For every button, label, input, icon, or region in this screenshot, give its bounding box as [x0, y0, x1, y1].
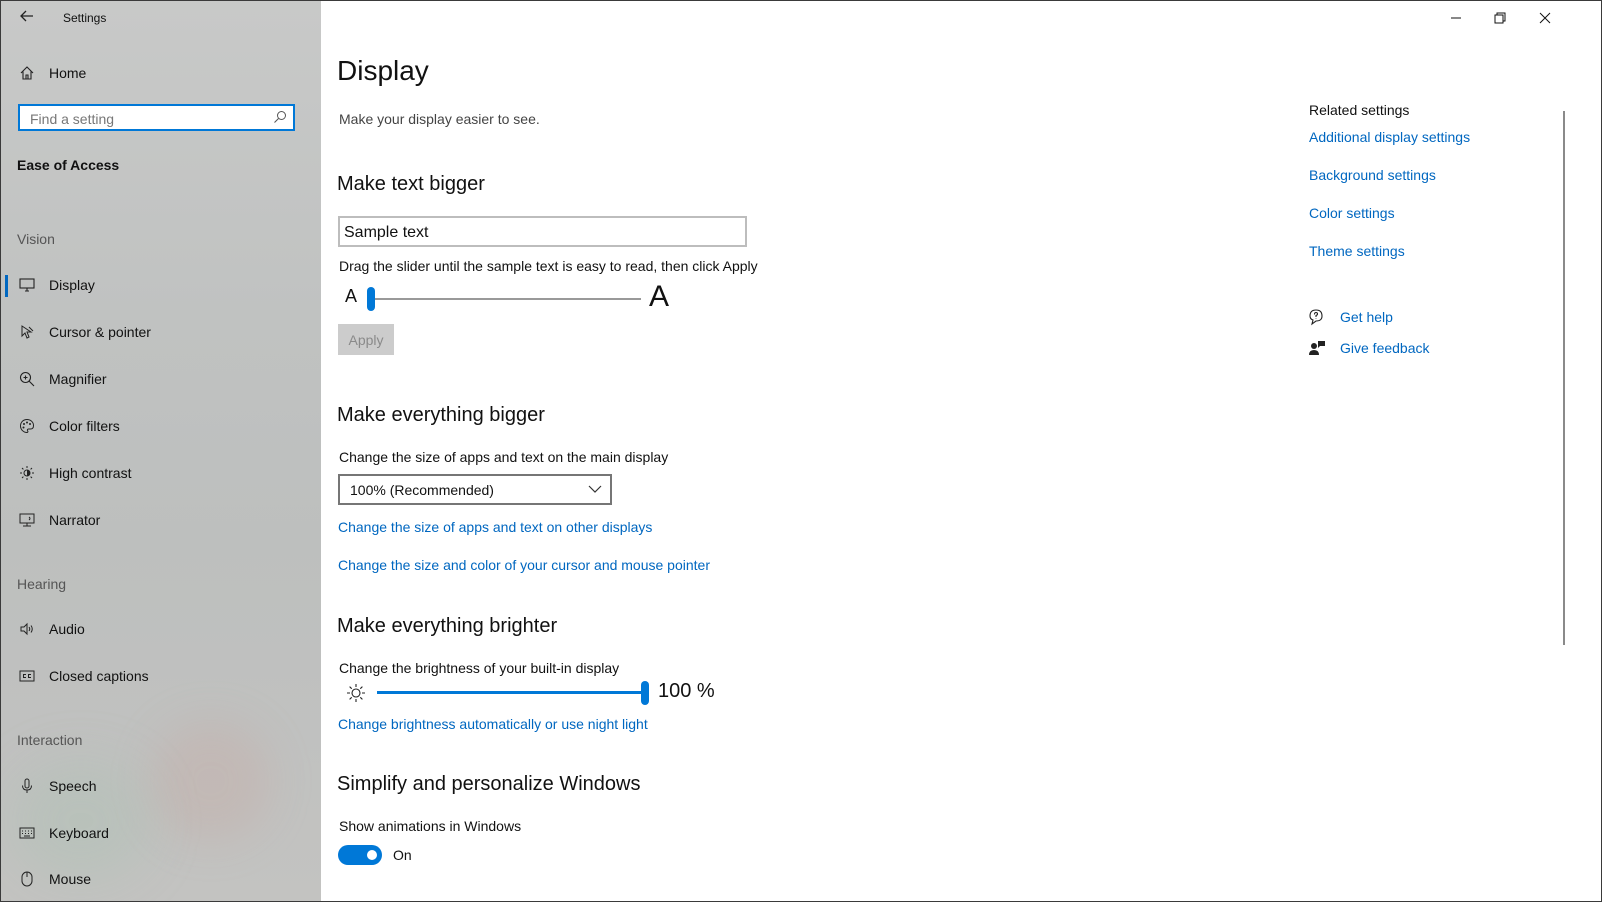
title-bar [1, 1, 321, 35]
color-settings-link[interactable]: Color settings [1309, 205, 1395, 221]
microphone-icon [17, 778, 37, 794]
theme-settings-link[interactable]: Theme settings [1309, 243, 1405, 259]
back-arrow-icon[interactable] [17, 9, 37, 27]
search-input[interactable] [28, 108, 272, 130]
keyboard-icon [17, 827, 37, 839]
get-help-label: Get help [1340, 309, 1393, 325]
sidebar-item-color-filters[interactable] [1, 406, 321, 446]
monitor-icon [17, 278, 37, 292]
scale-dropdown[interactable] [338, 474, 612, 505]
search-icon [273, 110, 287, 124]
page-title: Display [337, 55, 429, 86]
brightness-slider-thumb[interactable] [641, 681, 649, 705]
sidebar-item-label: Keyboard [49, 825, 109, 841]
brightness-sun-icon [345, 682, 367, 709]
home-icon [17, 65, 37, 81]
text-size-slider-thumb[interactable] [367, 287, 375, 311]
give-feedback-link[interactable] [1307, 338, 1430, 358]
text-size-slider-track[interactable] [369, 298, 641, 300]
give-feedback-label: Give feedback [1340, 340, 1430, 356]
sidebar-item-high-contrast[interactable] [1, 453, 321, 493]
chevron-down-icon [588, 482, 602, 496]
other-displays-size-link[interactable]: Change the size of apps and text on other displays [338, 519, 653, 535]
sidebar-item-audio[interactable] [1, 609, 321, 649]
sidebar-item-label: Narrator [49, 512, 101, 528]
sidebar-item-mouse[interactable] [1, 859, 321, 899]
group-label-interaction: Interaction [17, 732, 83, 748]
sidebar-item-keyboard[interactable] [1, 813, 321, 853]
section-heading-simplify: Simplify and personalize Windows [337, 773, 641, 795]
page-subtitle: Make your display easier to see. [339, 111, 540, 127]
mouse-icon [17, 871, 37, 887]
apply-button[interactable]: Apply [338, 324, 394, 355]
sidebar-item-cursor-pointer[interactable] [1, 312, 321, 352]
scale-description: Change the size of apps and text on the main display [339, 449, 669, 465]
brightness-description: Change the brightness of your built-in display [339, 660, 620, 676]
sidebar-item-label: High contrast [49, 465, 132, 481]
group-label-hearing: Hearing [17, 576, 67, 592]
restore-icon [1494, 12, 1506, 24]
sidebar-item-display[interactable] [1, 265, 321, 305]
small-a-label: A [345, 286, 358, 306]
brightness-value: 100 % [658, 680, 715, 702]
speaker-icon [17, 621, 37, 637]
minimize-button[interactable] [1433, 1, 1479, 35]
give-feedback-icon [1307, 338, 1327, 358]
sidebar-item-label: Cursor & pointer [49, 324, 151, 340]
scale-dropdown-value: 100% (Recommended) [350, 482, 494, 498]
toggle-knob [367, 850, 377, 860]
app-title: Settings [63, 11, 107, 25]
sidebar-item-home[interactable] [1, 53, 321, 93]
sidebar-item-magnifier[interactable] [1, 359, 321, 399]
sidebar [1, 1, 321, 901]
section-heading-text-bigger: Make text bigger [337, 173, 485, 195]
cursor-pointer-icon [17, 324, 37, 340]
sidebar-item-label: Audio [49, 621, 85, 637]
animations-state: On [393, 847, 412, 863]
animations-toggle[interactable] [338, 845, 382, 865]
closed-captions-icon [17, 669, 37, 683]
sidebar-item-label: Speech [49, 778, 97, 794]
get-help-link[interactable] [1307, 307, 1393, 327]
text-size-instruction: Drag the slider until the sample text is easy to read, then click Apply [339, 258, 758, 274]
cursor-size-color-link[interactable]: Change the size and color of your cursor and mouse pointer [338, 557, 710, 573]
vertical-scrollbar[interactable] [1563, 111, 1565, 645]
sidebar-item-narrator[interactable] [1, 500, 321, 540]
related-settings-title: Related settings [1309, 102, 1410, 118]
group-label-vision: Vision [17, 231, 55, 247]
section-heading-everything-bigger: Make everything bigger [337, 404, 545, 426]
get-help-icon [1307, 307, 1327, 327]
minimize-icon [1450, 12, 1462, 24]
sun-contrast-icon [17, 465, 37, 481]
sidebar-item-closed-captions[interactable] [1, 656, 321, 696]
night-light-link[interactable]: Change brightness automatically or use night light [338, 716, 648, 732]
sample-text: Sample text [344, 224, 429, 241]
section-heading-brighter: Make everything brighter [337, 615, 558, 637]
narrator-icon [17, 512, 37, 528]
close-icon [1539, 12, 1551, 24]
large-a-label: A [649, 280, 670, 313]
sidebar-item-speech[interactable] [1, 766, 321, 806]
sidebar-item-label: Home [49, 65, 87, 81]
brightness-slider-fill [377, 691, 645, 694]
close-button[interactable] [1522, 1, 1568, 35]
magnifier-icon [17, 371, 37, 387]
color-palette-icon [17, 418, 37, 434]
sidebar-item-label: Display [49, 277, 95, 293]
restore-button[interactable] [1477, 1, 1523, 35]
search-box[interactable] [18, 104, 295, 131]
sidebar-item-label: Magnifier [49, 371, 107, 387]
additional-display-settings-link[interactable]: Additional display settings [1309, 129, 1471, 145]
sidebar-item-label: Closed captions [49, 668, 149, 684]
sidebar-item-label: Mouse [49, 871, 92, 887]
background-settings-link[interactable]: Background settings [1309, 167, 1436, 183]
category-title: Ease of Access [17, 157, 120, 173]
animations-label: Show animations in Windows [339, 818, 522, 834]
sample-text-box [338, 216, 747, 247]
sidebar-item-label: Color filters [49, 418, 120, 434]
